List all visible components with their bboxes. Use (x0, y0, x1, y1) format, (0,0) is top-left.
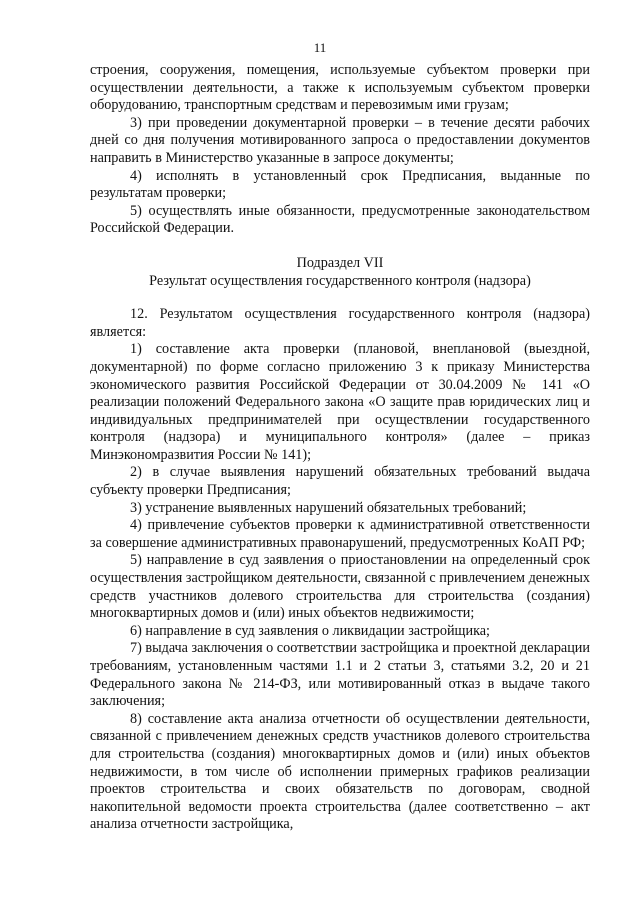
result-item-1: 1) составление акта проверки (плановой, внеплановой (выездной, документарной) по форме согласно приложению 3 к приказу Министерства экономического развития Российской Федерации от 30.04.2009 № 141 «О реализации положений Федерального закона «О защите прав юридических лиц и индивидуальных предпринимателей при осуществлении государственного контроля (надзора) и муниципального контроля» (далее – приказ Минэкономразвития России № 141); (90, 341, 590, 463)
result-item-7: 7) выдача заключения о соответствии застройщика и проектной декларации требованиям, установленным частями 1.1 и 2 статьи 3, статьями 3.2, 20 и 21 Федерального закона № 214-ФЗ, или мотивированный отказ в выдаче такого заключения; (90, 640, 590, 710)
paragraph-item-3: 3) при проведении документарной проверки – в течение десяти рабочих дней со дня получения мотивированного запроса о предоставлении документов направить в Министерство указанные в запросе документы; (90, 114, 590, 166)
result-item-3: 3) устранение выявленных нарушений обязательных требований; (130, 499, 527, 516)
paragraph-item-4: 4) исполнять в установленный срок Предписания, выданные по результатам проверки; (90, 167, 590, 202)
section-title: Подраздел VII (296, 254, 384, 271)
paragraph-12: 12. Результатом осуществления государственного контроля (надзора) является: (90, 306, 590, 340)
result-item-2: 2) в случае выявления нарушений обязательных требований выдача субъекту проверки Предписания; (90, 464, 590, 499)
paragraph-item-5: 5) осуществлять иные обязанности, предусмотренные законодательством Российской Федерации. (90, 202, 590, 237)
page-number: 11 (313, 40, 327, 55)
document-body (90, 62, 590, 834)
spacer (90, 290, 590, 306)
result-item-6: 6) направление в суд заявления о ликвидации застройщика; (130, 622, 490, 639)
spacer (90, 238, 590, 255)
result-item-5: 5) направление в суд заявления о приостановлении на определенный срок осуществления застройщиком деятельности, связанной с привлечением денежных средств участников долевого строительства для строительства (создания) многоквартирных домов и (или) иных объектов недвижимости; (90, 552, 590, 622)
paragraph-continuation: строения, сооружения, помещения, используемые субъектом проверки при осуществлении деятельности, а также к используемым субъектом проверки оборудованию, транспортным средствам и перевозимым ими грузам; (90, 62, 590, 114)
result-item-8: 8) составление акта анализа отчетности об осуществлении деятельности, связанной с привлечением денежных средств участников долевого строительства для строительства (создания) многоквартирных домов и (или) иных объектов недвижимости, в том числе об исполнении примерных графиков реализации проектов строительства и своих обязательств по договорам, сводной накопительной ведомости проекта строительства (далее соответственно – акт анализа отчетности застройщика, (90, 710, 590, 833)
section-subtitle: Результат осуществления государственного контроля (надзора) (149, 272, 531, 289)
result-item-4: 4) привлечение субъектов проверки к административной ответственности за совершение административных правонарушений, предусмотренных КоАП РФ; (90, 517, 590, 551)
